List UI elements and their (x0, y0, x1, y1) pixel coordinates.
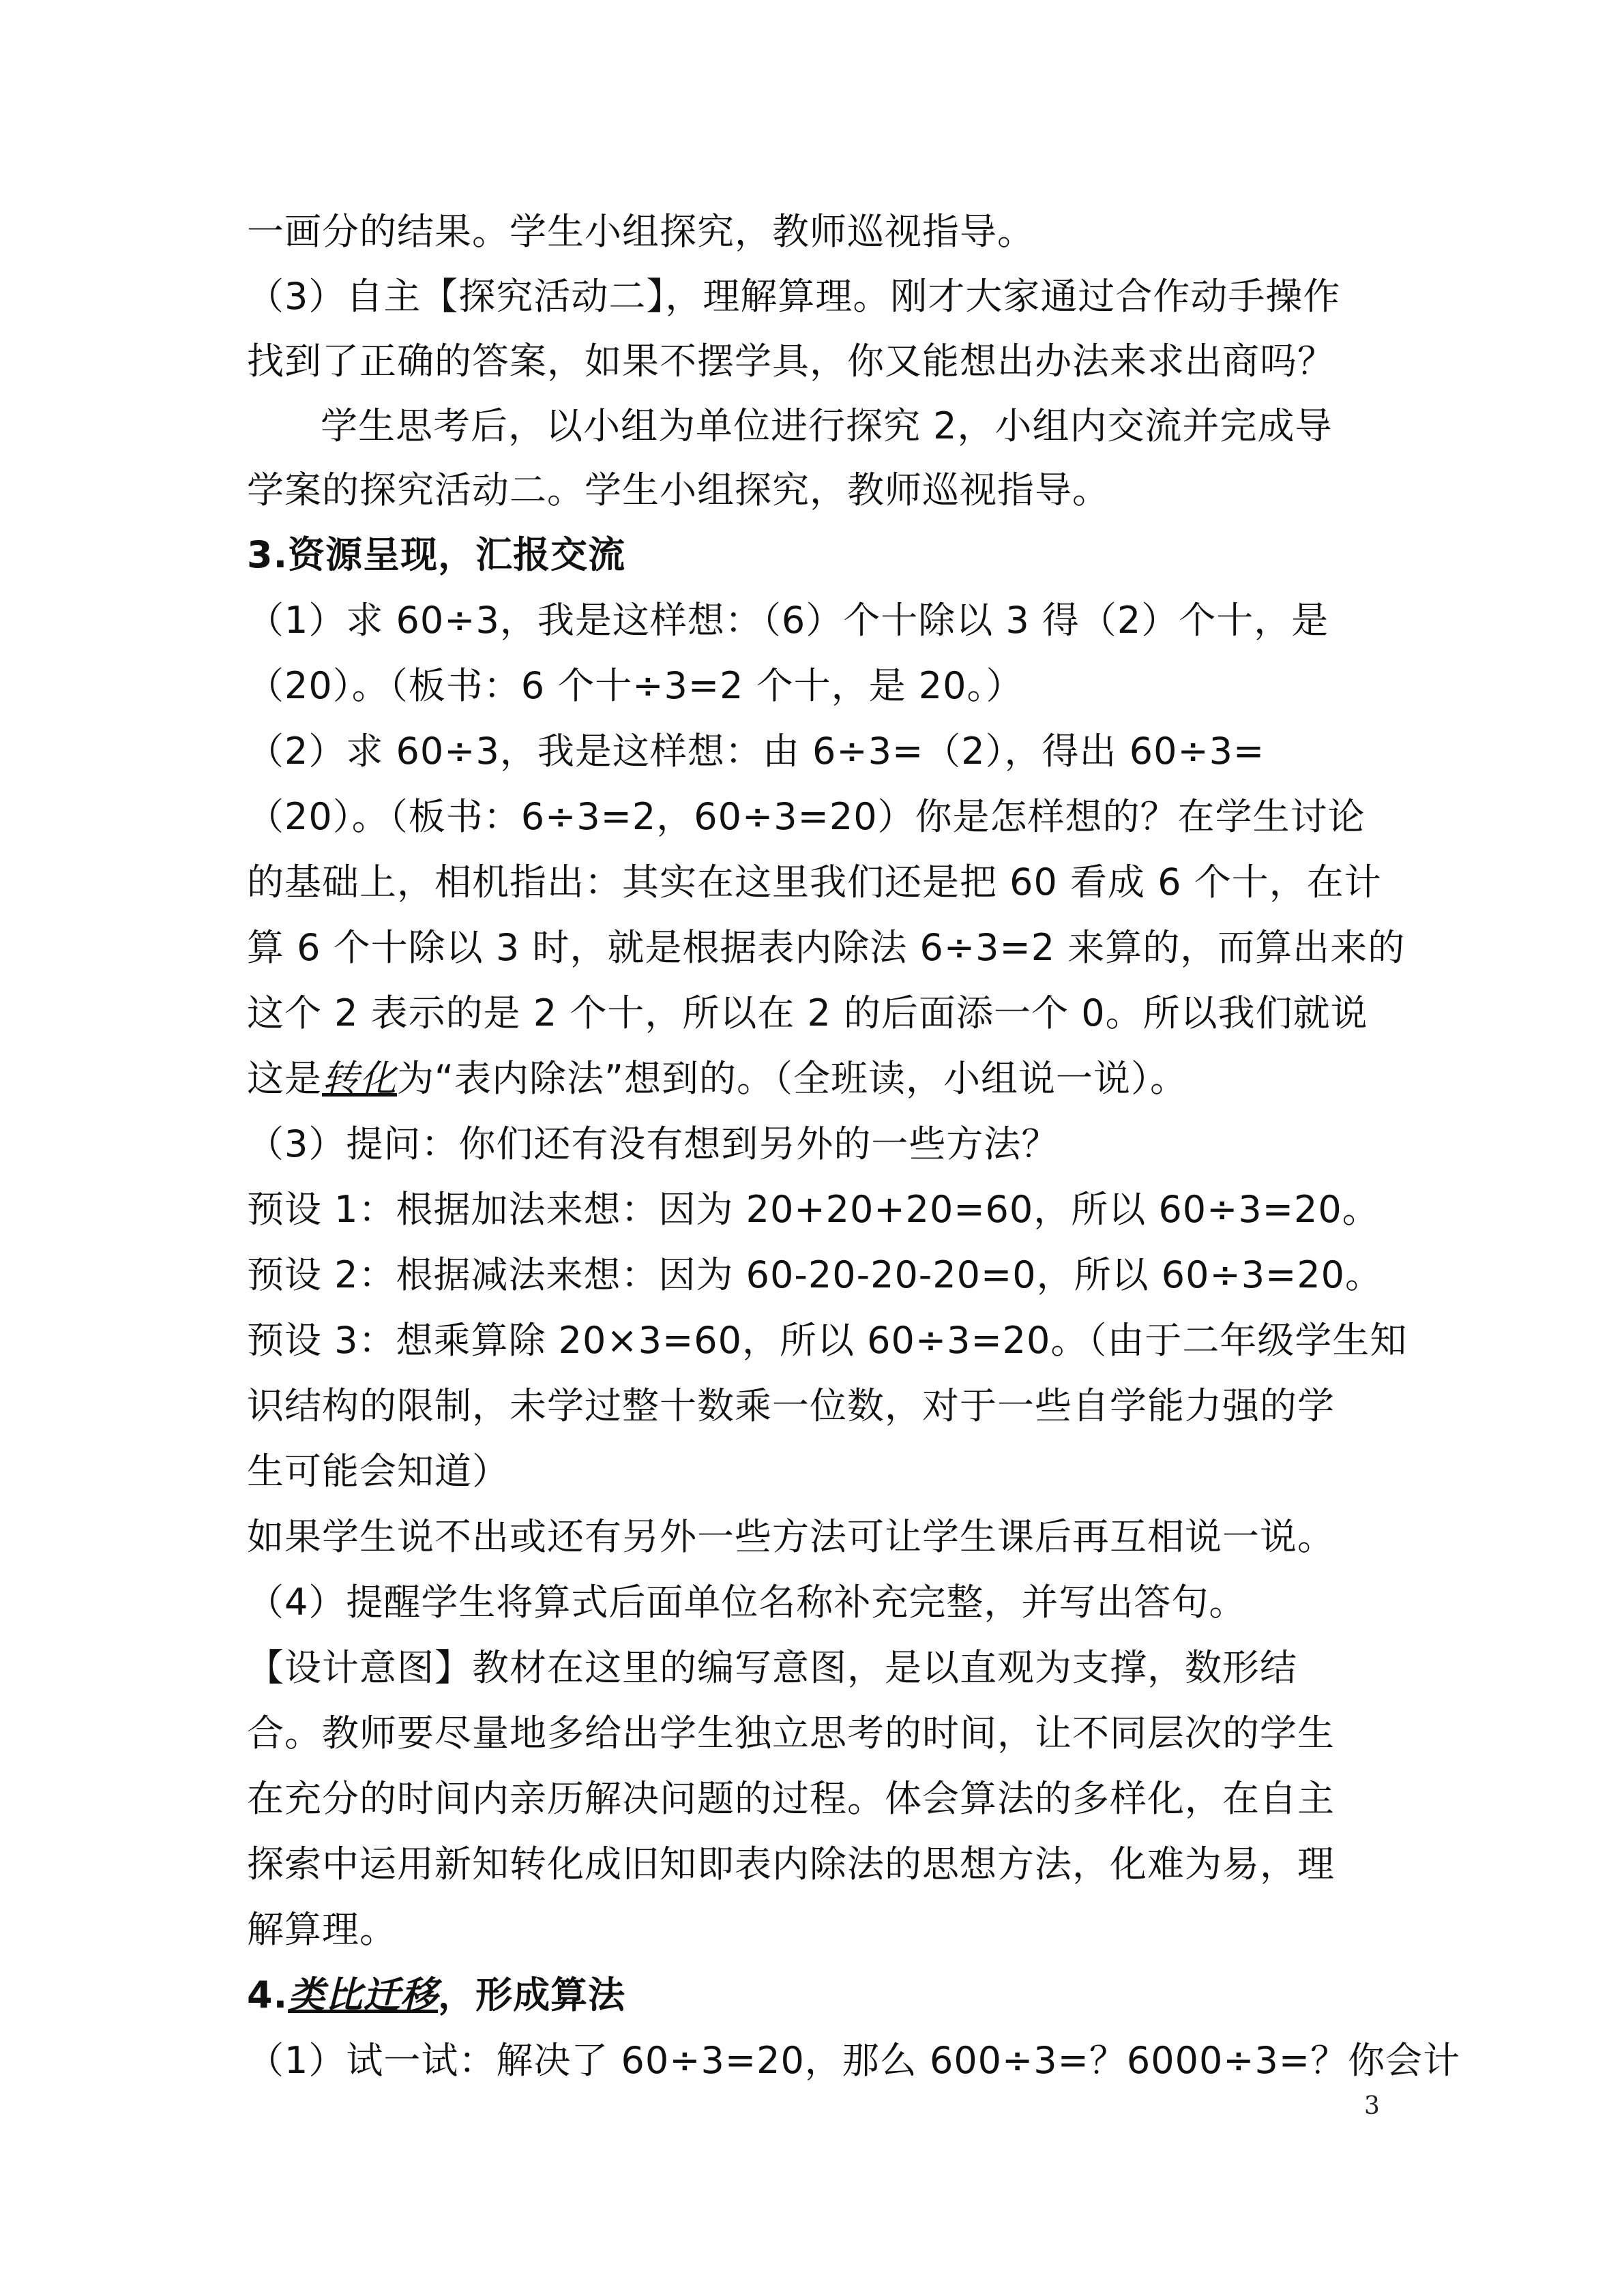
section-heading (247, 1963, 1379, 2028)
text-line: 如果学生说不出或还有另外一些方法可让学生课后再互相说一说。 (247, 1515, 1335, 1558)
text-line: （3）提问：你们还有没有想到另外的一些方法？ (247, 1122, 1059, 1165)
text-line: （1）试一试：解决了 60÷3=20，那么 600÷3=？6000÷3=？你会计 (247, 2039, 1461, 2082)
document-body (247, 199, 1461, 2093)
text-line: 算 6 个十除以 3 时，就是根据表内除法 6÷3=2 来算的，而算出来的 (247, 926, 1406, 969)
text-line: （20）。（板书：6 个十÷3=2 个十，是 20。） (247, 664, 1024, 707)
text-line: 识结构的限制，未学过整十数乘一位数，对于一些自学能力强的学 (247, 1384, 1335, 1427)
text-line: 在充分的时间内亲历解决问题的过程。体会算法的多样化，在自主 (247, 1777, 1335, 1820)
page-number: 3 (1364, 2092, 1380, 2120)
text-line: 解算理。 (247, 1908, 397, 1951)
text-line: 找到了正确的答案，如果不摆学具，你又能想出办法来求出商吗？ (247, 340, 1335, 383)
text-line (247, 1046, 1379, 1112)
text-line: （20）。（板书：6÷3=2，60÷3=20）你是怎样想的？在学生讨论 (247, 795, 1365, 838)
text-line: 的基础上，相机指出：其实在这里我们还是把 60 看成 6 个十，在计 (247, 861, 1382, 904)
text-line: （1）求 60÷3，我是这样想：（6）个十除以 3 得（2）个十，是 (247, 599, 1329, 642)
heading-number: 4. (247, 1973, 289, 2016)
text-line: （2）求 60÷3，我是这样想：由 6÷3=（2），得出 60÷3= (247, 730, 1265, 773)
text-line: 探索中运用新知转化成旧知即表内除法的思想方法，化难为易，理 (247, 1843, 1335, 1885)
text-fragment: 这是 (247, 1057, 322, 1100)
text-line: 学生思考后，以小组为单位进行探究 2，小组内交流并完成导 (321, 404, 1333, 447)
text-line: 合。教师要尽量地多给出学生独立思考的时间，让不同层次的学生 (247, 1712, 1335, 1755)
text-line: 生可能会知道） (247, 1450, 510, 1493)
text-line: 预设 2：根据减法来想：因为 60-20-20-20=0，所以 60÷3=20。 (247, 1253, 1383, 1296)
emphasized-term: 类比迁移 (288, 1973, 439, 2016)
text-fragment: 为“表内除法”想到的。（全班读，小组说一说）。 (397, 1057, 1187, 1100)
text-line: 一画分的结果。学生小组探究，教师巡视指导。 (247, 210, 1035, 253)
heading-fragment: ，形成算法 (438, 1973, 626, 2016)
text-line: （3）自主【探究活动二】，理解算理。刚才大家通过合作动手操作 (247, 275, 1341, 318)
text-line: 【设计意图】教材在这里的编写意图，是以直观为支撑，数形结 (247, 1646, 1297, 1689)
emphasized-term: 转化 (322, 1057, 397, 1100)
section-heading: 3.资源呈现，汇报交流 (247, 533, 626, 576)
text-line: （4）提醒学生将算式后面单位名称补充完整，并写出答句。 (247, 1581, 1247, 1624)
text-line: 预设 1：根据加法来想：因为 20+20+20=60，所以 60÷3=20。 (247, 1188, 1380, 1231)
text-line: 预设 3：想乘算除 20×3=60，所以 60÷3=20。（由于二年级学生知 (247, 1319, 1408, 1362)
text-line: 这个 2 表示的是 2 个十，所以在 2 的后面添一个 0。所以我们就说 (247, 992, 1368, 1034)
text-line: 学案的探究活动二。学生小组探究，教师巡视指导。 (247, 468, 1110, 511)
